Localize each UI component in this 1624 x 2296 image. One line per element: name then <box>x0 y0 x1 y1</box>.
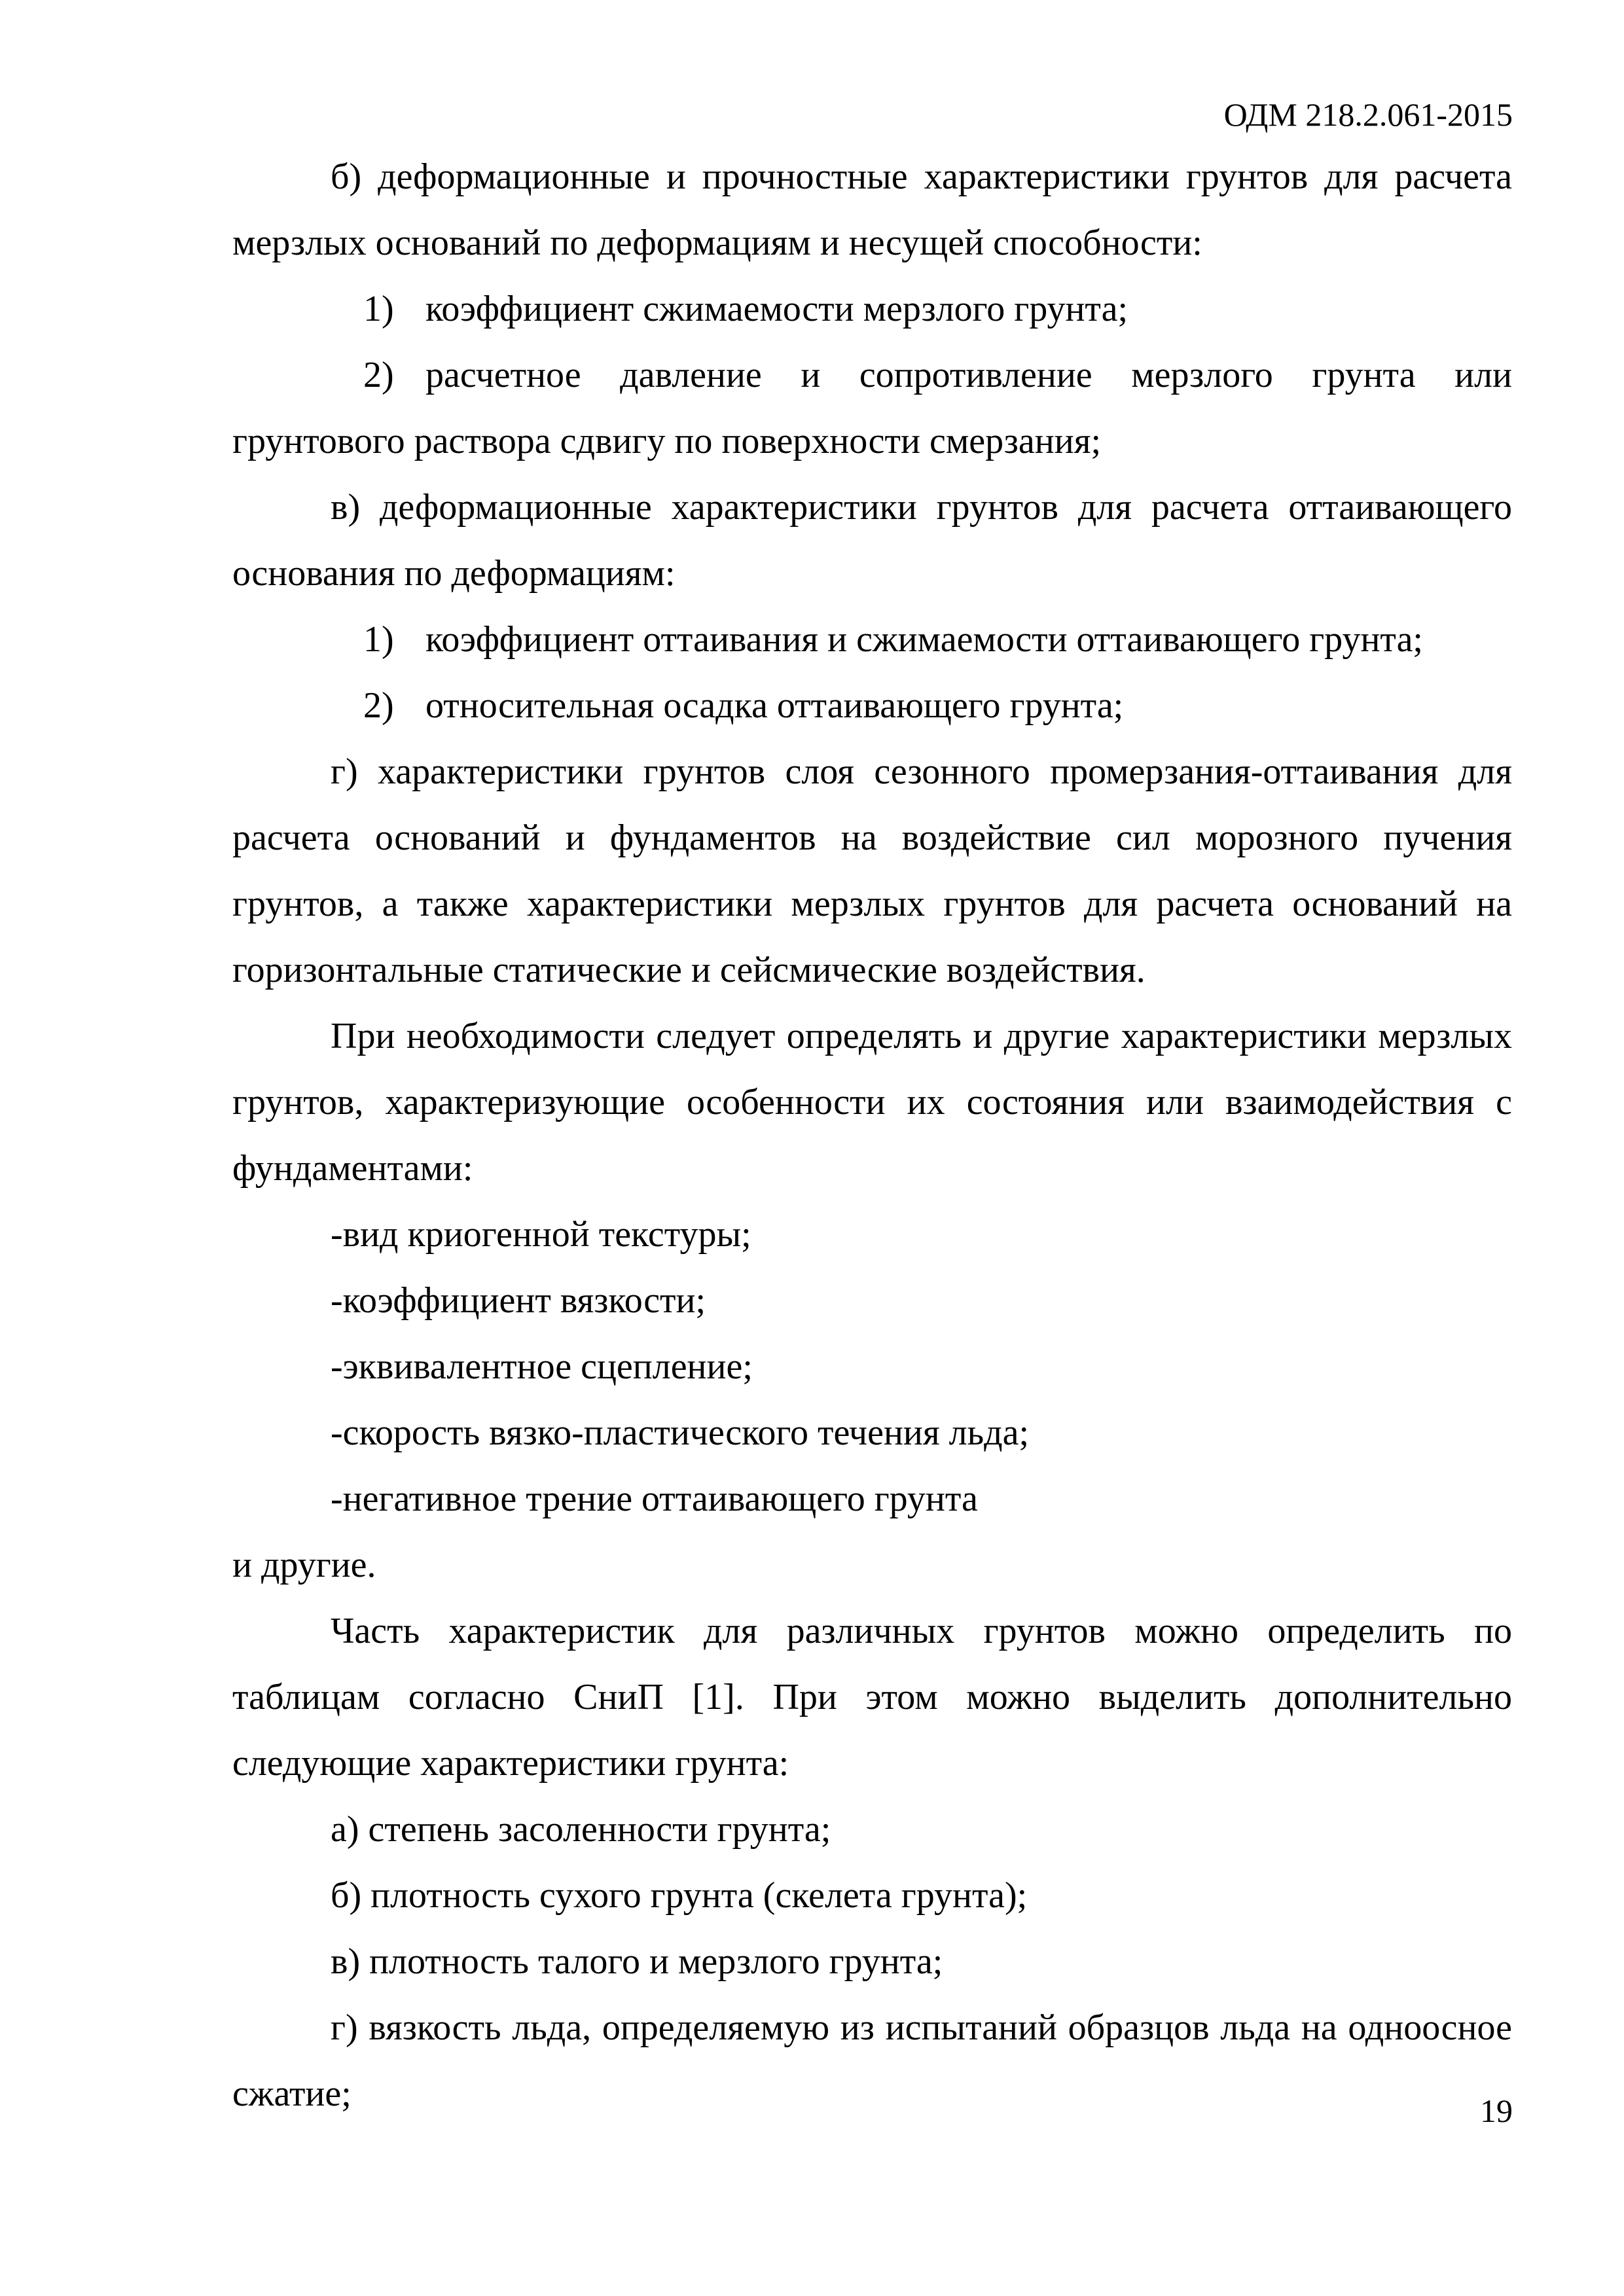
document-code-header: ОДМ 218.2.061-2015 <box>1223 96 1513 133</box>
dash-item-negative-friction: -негативное трение оттаивающего грунта <box>331 1479 978 1519</box>
list-item-v2 <box>232 673 1512 739</box>
list-item-b-dry-density: б) плотность сухого грунта (скелета грунта); <box>331 1875 1028 1916</box>
dash-item-cohesion: -эквивалентное сцепление; <box>331 1346 753 1387</box>
list-text: коэффициент сжимаемости мерзлого грунта; <box>425 289 1128 329</box>
list-text: относительная осадка оттаивающего грунта; <box>425 685 1124 726</box>
document-body <box>232 144 1512 2127</box>
list-item-b1 <box>232 276 1512 342</box>
paragraph-v-intro: в) деформационные характеристики грунтов для расчета оттаивающего основания по деформациям: <box>232 487 1512 594</box>
list-number: 2) <box>363 355 394 395</box>
list-item-v-density: в) плотность талого и мерзлого грунта; <box>331 1941 943 1982</box>
paragraph-b-intro: б) деформационные и прочностные характеристики грунтов для расчета мерзлых оснований по деформациям и несущей способности: <box>232 156 1512 263</box>
paragraph-and-others: и другие. <box>232 1545 376 1585</box>
list-text: расчетное давление и сопротивление мерзлого грунта или грунтового раствора сдвигу по поверхности смерзания; <box>232 355 1512 461</box>
paragraph-g-intro: г) характеристики грунтов слоя сезонного промерзания-оттаивания для расчета оснований и фундаментов на воздействие сил морозного пучения грунтов, а также характеристики мерзлых грунтов для расчета оснований на горизонтальные статические и сейсмические воздействия. <box>232 751 1512 990</box>
list-item-v1 <box>232 607 1512 673</box>
list-number: 2) <box>363 685 394 726</box>
list-item-a-salinity: а) степень засоленности грунта; <box>331 1809 831 1850</box>
dash-item-viscosity: -коэффициент вязкости; <box>331 1280 706 1321</box>
dash-item-ice-flow-rate: -скорость вязко-пластического течения льда; <box>331 1412 1030 1453</box>
list-number: 1) <box>363 289 394 329</box>
paragraph-part-characteristics: Часть характеристик для различных грунтов можно определить по таблицам согласно СниП [1]. При этом можно выделить дополнительно следующие характеристики грунта: <box>232 1611 1512 1784</box>
page-number: 19 <box>1480 2092 1513 2129</box>
dash-item-cryogenic-texture: -вид криогенной текстуры; <box>331 1214 751 1255</box>
list-item-b2 <box>232 342 1512 475</box>
paragraph-other-characteristics: При необходимости следует определять и другие характеристики мерзлых грунтов, характеризующие особенности их состояния или взаимодействия с фундаментами: <box>232 1016 1512 1189</box>
list-number: 1) <box>363 619 394 660</box>
list-item-g-ice-viscosity: г) вязкость льда, определяемую из испытаний образцов льда на одноосное сжатие; <box>232 2007 1512 2114</box>
list-text: коэффициент оттаивания и сжимаемости оттаивающего грунта; <box>425 619 1423 660</box>
